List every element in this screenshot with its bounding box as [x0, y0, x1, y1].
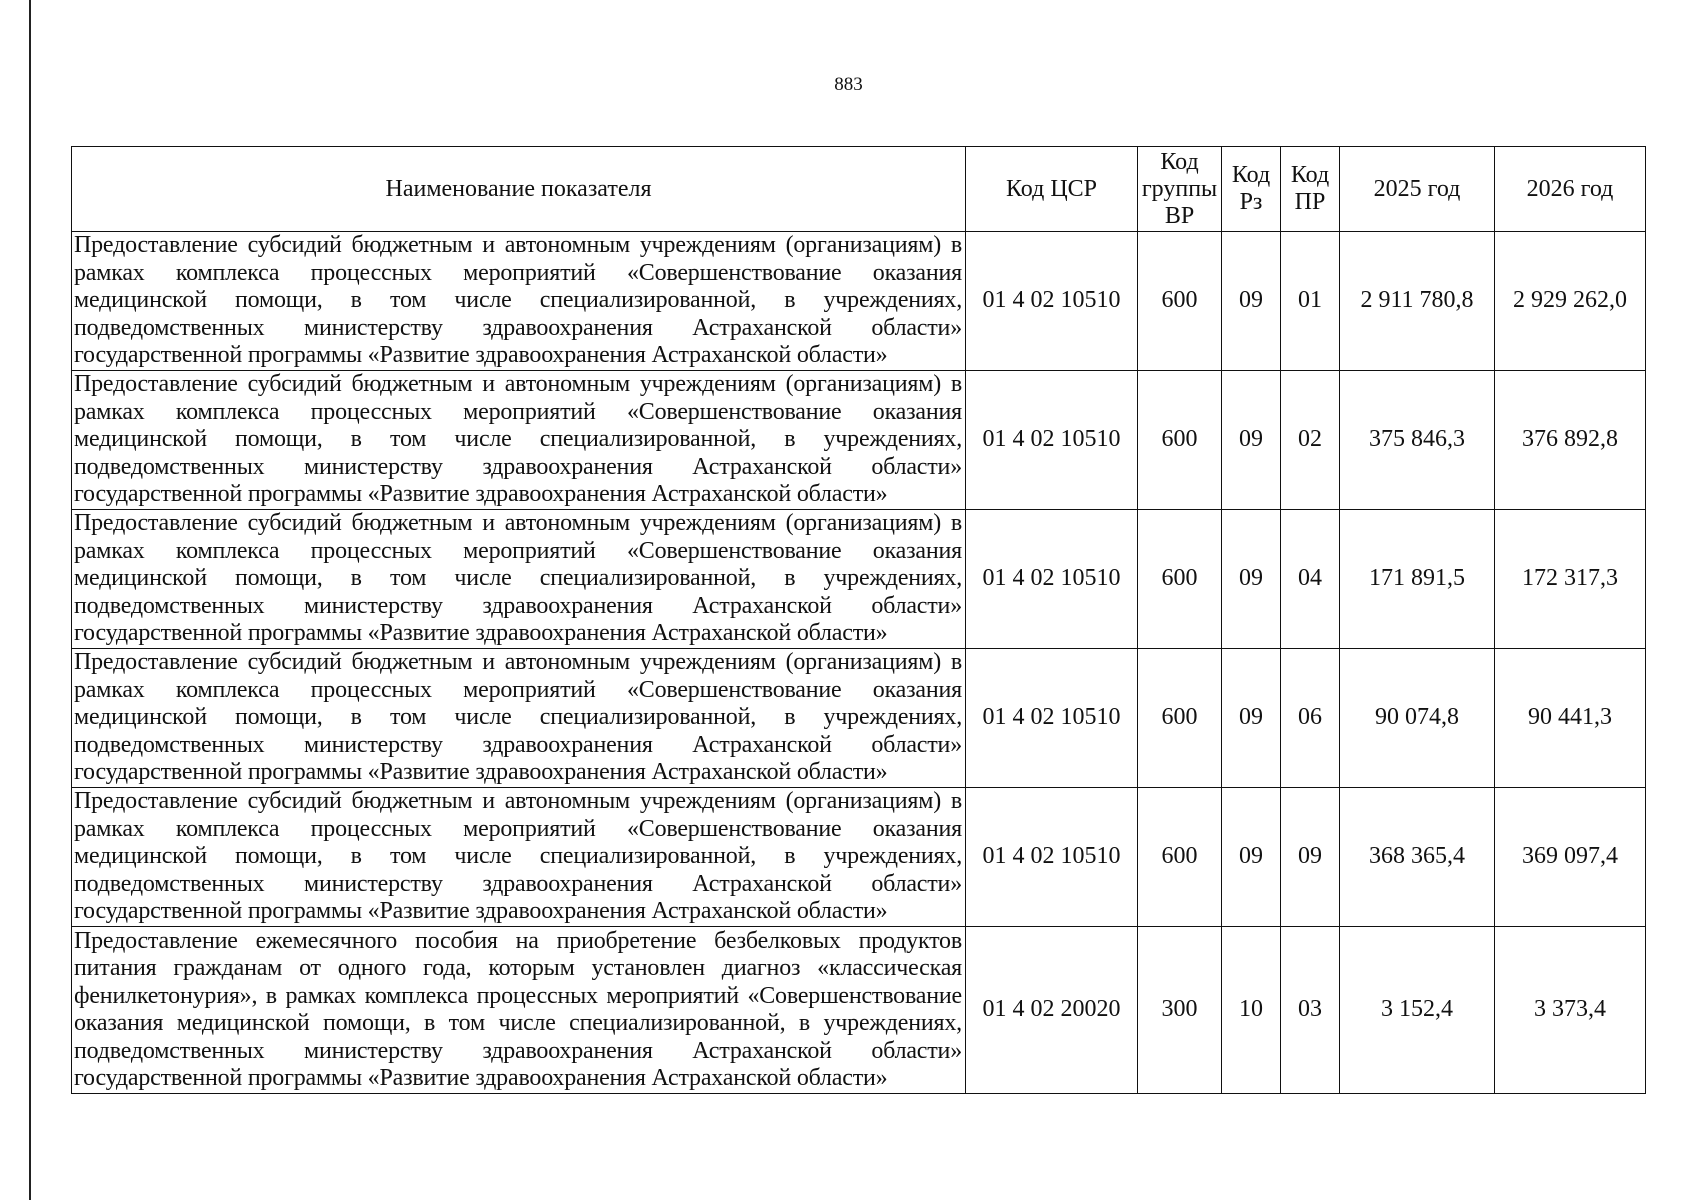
row-vr: 600 — [1138, 232, 1222, 371]
header-pr: Код ПР — [1281, 147, 1340, 232]
row-vr: 600 — [1138, 510, 1222, 649]
binding-margin-line — [29, 0, 31, 1200]
row-name: Предоставление субсидий бюджетным и автономным учреждениям (организациям) в рамках комплекса процессных мероприятий «Совершенствование оказания медицинской помощи, в том числе специализированной, в учреждениях, подведомственных министерству здравоохранения Астраханской области» государственной программы «Развитие здравоохранения Астраханской области» — [72, 649, 966, 788]
row-vr: 600 — [1138, 371, 1222, 510]
header-vr: Код группы ВР — [1138, 147, 1222, 232]
row-pr: 04 — [1281, 510, 1340, 649]
row-name: Предоставление ежемесячного пособия на приобретение безбелковых продуктов питания гражданам от одного года, которым установлен диагноз «классическая фенилкетонурия», в рамках комплекса процессных мероприятий «Совершенствование оказания медицинской помощи, в том числе специализированной, в учреждениях, подведомственных министерству здравоохранения Астраханской области» государственной программы «Развитие здравоохранения Астраханской области» — [72, 927, 966, 1094]
row-2026: 3 373,4 — [1495, 927, 1646, 1094]
header-rz: Код Рз — [1222, 147, 1281, 232]
row-2025: 375 846,3 — [1340, 371, 1495, 510]
table-row — [72, 788, 1646, 927]
header-2026: 2026 год — [1495, 147, 1646, 232]
row-2025: 3 152,4 — [1340, 927, 1495, 1094]
table-row — [72, 510, 1646, 649]
budget-table — [71, 146, 1646, 1094]
row-2026: 90 441,3 — [1495, 649, 1646, 788]
row-pr: 06 — [1281, 649, 1340, 788]
row-csr: 01 4 02 10510 — [966, 649, 1138, 788]
row-name: Предоставление субсидий бюджетным и автономным учреждениям (организациям) в рамках комплекса процессных мероприятий «Совершенствование оказания медицинской помощи, в том числе специализированной, в учреждениях, подведомственных министерству здравоохранения Астраханской области» государственной программы «Развитие здравоохранения Астраханской области» — [72, 788, 966, 927]
row-pr: 09 — [1281, 788, 1340, 927]
row-pr: 01 — [1281, 232, 1340, 371]
row-csr: 01 4 02 10510 — [966, 232, 1138, 371]
header-name: Наименование показателя — [72, 147, 966, 232]
row-vr: 300 — [1138, 927, 1222, 1094]
row-2026: 172 317,3 — [1495, 510, 1646, 649]
row-vr: 600 — [1138, 788, 1222, 927]
row-rz: 09 — [1222, 649, 1281, 788]
row-name: Предоставление субсидий бюджетным и автономным учреждениям (организациям) в рамках комплекса процессных мероприятий «Совершенствование оказания медицинской помощи, в том числе специализированной, в учреждениях, подведомственных министерству здравоохранения Астраханской области» государственной программы «Развитие здравоохранения Астраханской области» — [72, 232, 966, 371]
row-2026: 2 929 262,0 — [1495, 232, 1646, 371]
row-2025: 368 365,4 — [1340, 788, 1495, 927]
row-pr: 02 — [1281, 371, 1340, 510]
table-row — [72, 927, 1646, 1094]
table-row — [72, 371, 1646, 510]
row-name: Предоставление субсидий бюджетным и автономным учреждениям (организациям) в рамках комплекса процессных мероприятий «Совершенствование оказания медицинской помощи, в том числе специализированной, в учреждениях, подведомственных министерству здравоохранения Астраханской области» государственной программы «Развитие здравоохранения Астраханской области» — [72, 371, 966, 510]
row-vr: 600 — [1138, 649, 1222, 788]
row-rz: 10 — [1222, 927, 1281, 1094]
row-2026: 376 892,8 — [1495, 371, 1646, 510]
row-rz: 09 — [1222, 788, 1281, 927]
row-pr: 03 — [1281, 927, 1340, 1094]
table-row — [72, 649, 1646, 788]
row-csr: 01 4 02 10510 — [966, 788, 1138, 927]
row-2026: 369 097,4 — [1495, 788, 1646, 927]
row-rz: 09 — [1222, 510, 1281, 649]
row-2025: 171 891,5 — [1340, 510, 1495, 649]
row-2025: 90 074,8 — [1340, 649, 1495, 788]
header-csr: Код ЦСР — [966, 147, 1138, 232]
page-number: 883 — [834, 74, 863, 95]
row-rz: 09 — [1222, 232, 1281, 371]
row-csr: 01 4 02 20020 — [966, 927, 1138, 1094]
row-2025: 2 911 780,8 — [1340, 232, 1495, 371]
row-csr: 01 4 02 10510 — [966, 371, 1138, 510]
table-header-row — [72, 147, 1646, 232]
header-2025: 2025 год — [1340, 147, 1495, 232]
row-rz: 09 — [1222, 371, 1281, 510]
row-name: Предоставление субсидий бюджетным и автономным учреждениям (организациям) в рамках комплекса процессных мероприятий «Совершенствование оказания медицинской помощи, в том числе специализированной, в учреждениях, подведомственных министерству здравоохранения Астраханской области» государственной программы «Развитие здравоохранения Астраханской области» — [72, 510, 966, 649]
row-csr: 01 4 02 10510 — [966, 510, 1138, 649]
table-row — [72, 232, 1646, 371]
